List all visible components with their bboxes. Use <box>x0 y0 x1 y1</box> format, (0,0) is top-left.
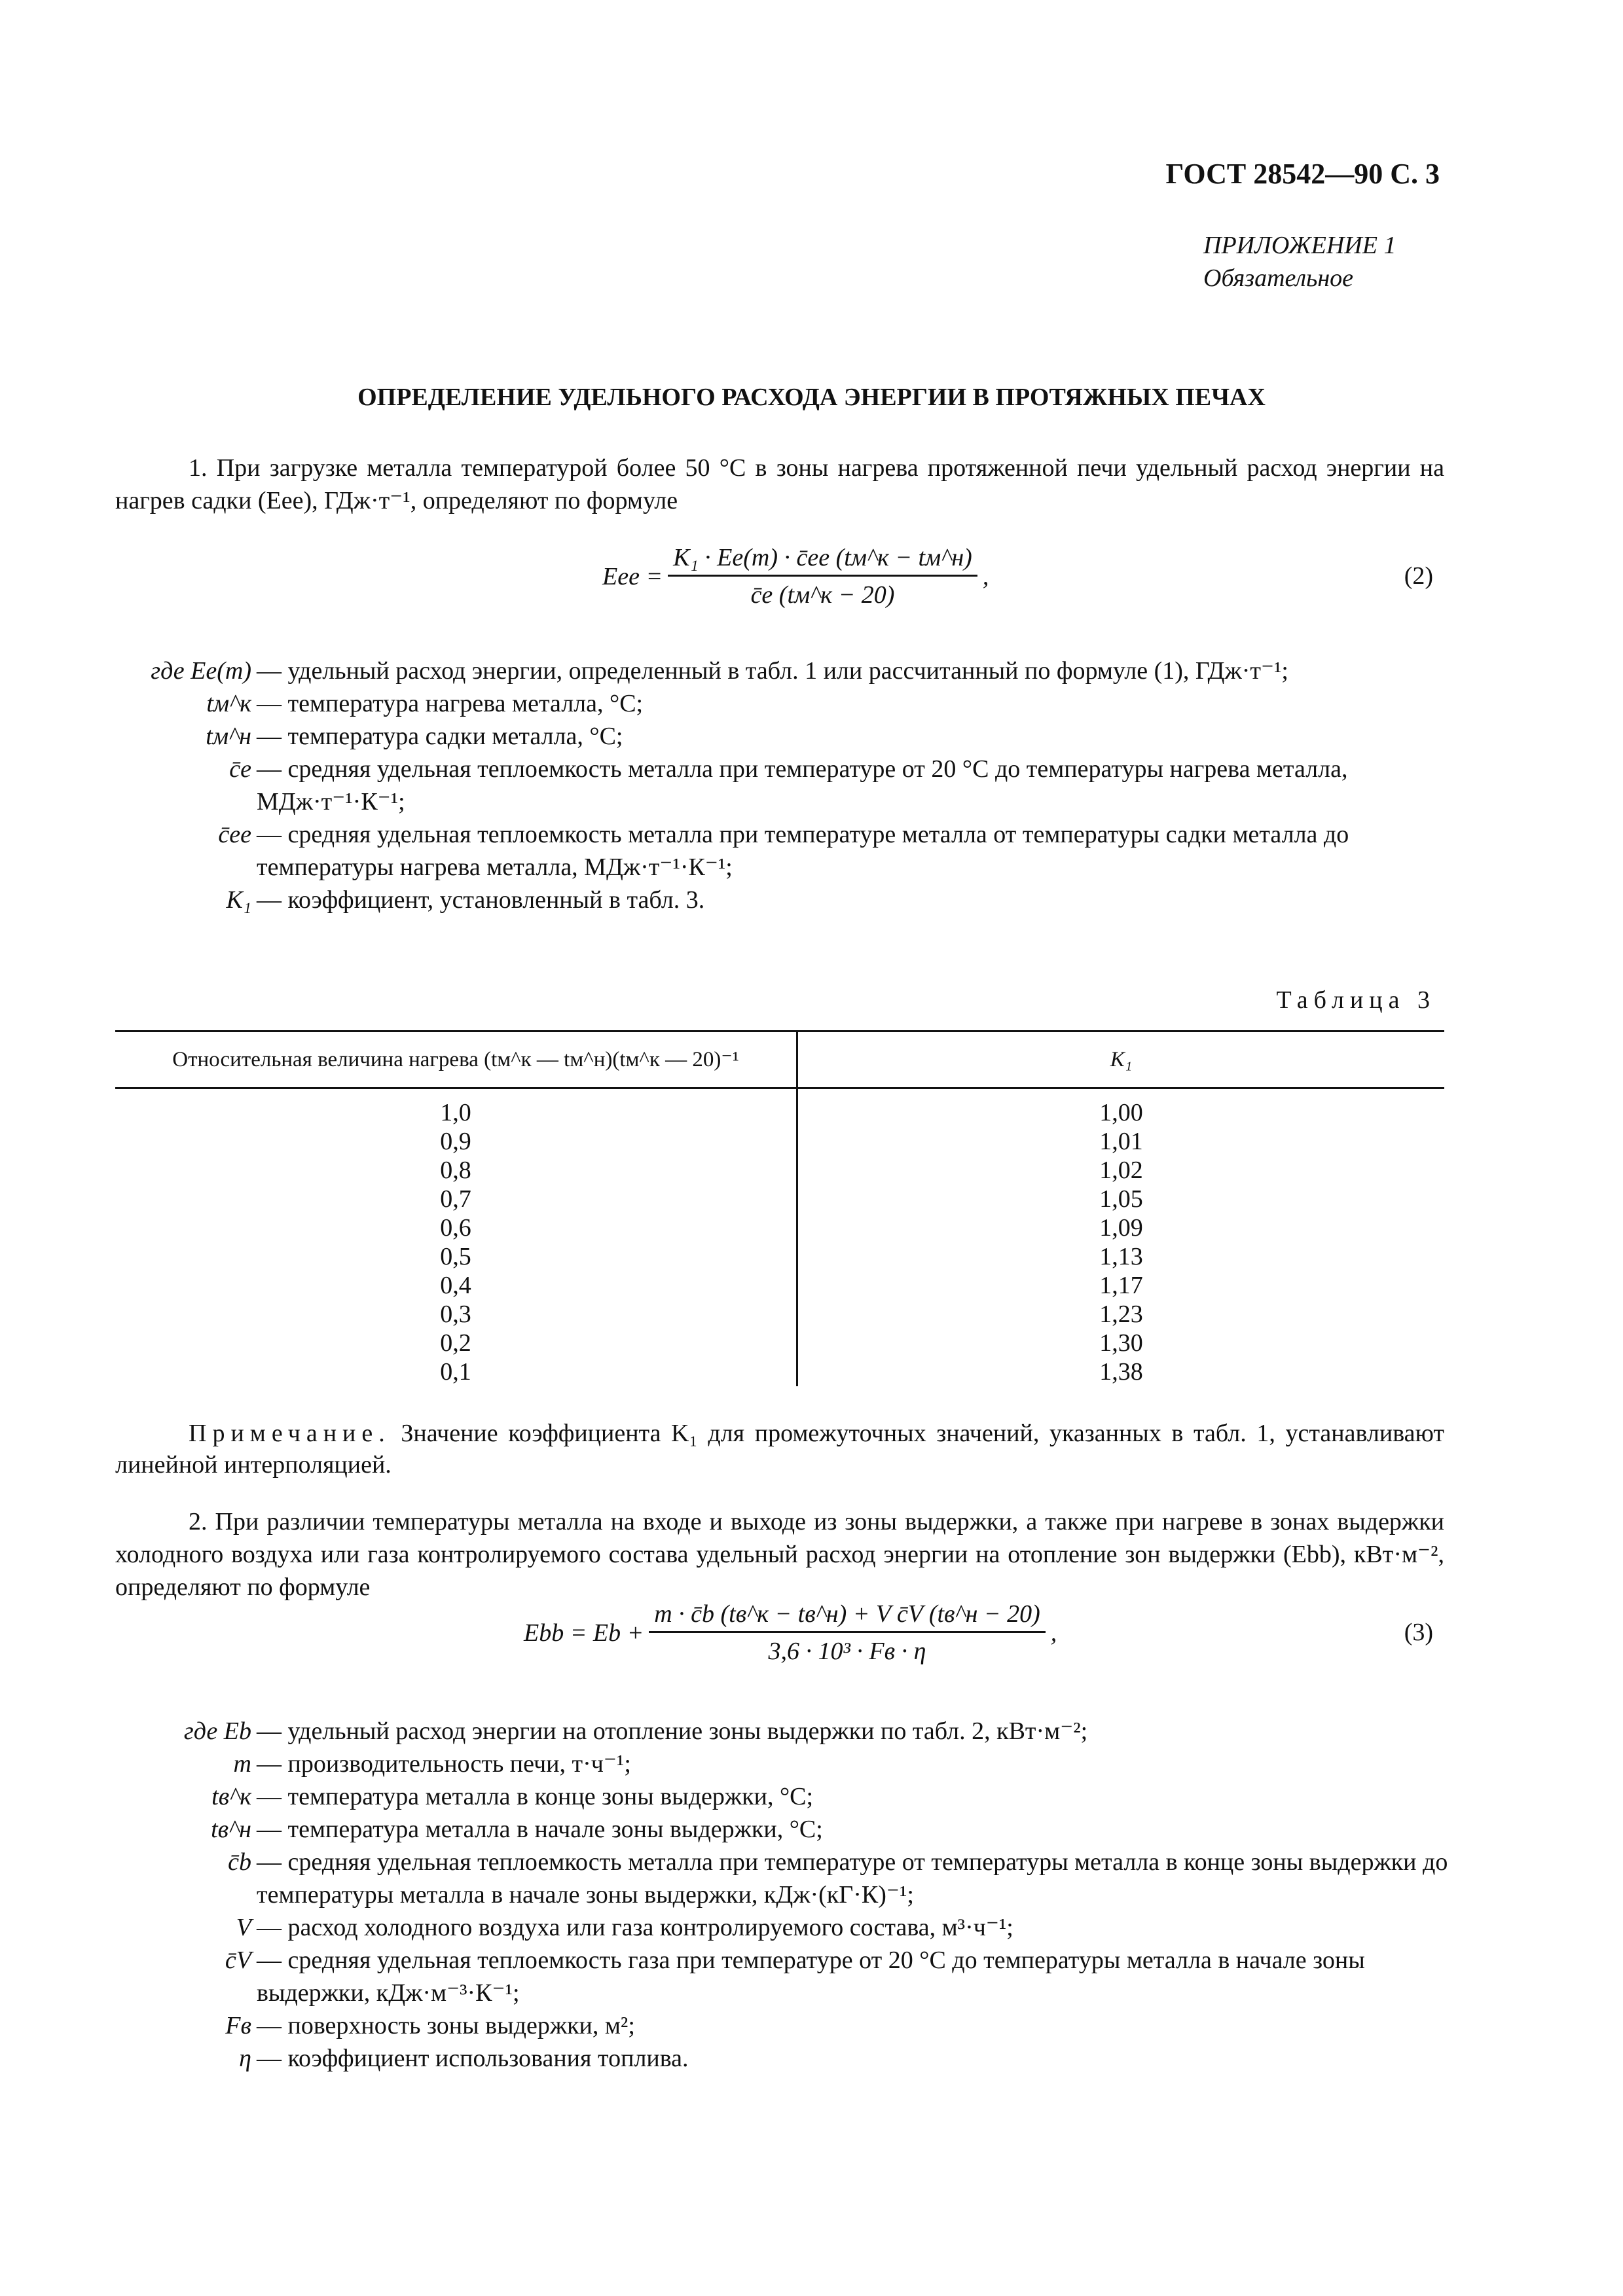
definition-text: — удельный расход энергии, определенный в табл. 1 или рассчитанный по формуле (1), ГДж·т⁻¹; <box>257 657 1288 685</box>
appendix-block <box>1203 229 1396 295</box>
formula-2-lhs: Eee = <box>602 562 663 590</box>
definition-symbol: tм^к <box>206 690 251 717</box>
table-cell: 0,6 <box>440 1214 471 1242</box>
definition-row <box>115 1748 1451 1780</box>
definition-row <box>115 720 1451 753</box>
table-cell: 0,2 <box>440 1329 471 1357</box>
paragraph-2: 2. При различии температуры металла на входе и выходе из зоны выдержки, а также при нагреве в зонах выдержки холодного воздуха или газа контролируемого состава удельный расход энергии на отопление зон выдержки (Ebb), кВт·м⁻², определяют по формуле <box>115 1508 1444 1601</box>
definitions-2 <box>115 1715 1451 2075</box>
table-header <box>115 1032 1444 1089</box>
table-cell: 1,17 <box>1099 1272 1143 1299</box>
table-cell: 0,7 <box>440 1185 471 1213</box>
table-cell: 0,8 <box>440 1157 471 1184</box>
table-cell: 1,05 <box>1099 1185 1143 1213</box>
definition-text: — температура металла в конце зоны выдержки, °С; <box>257 1783 814 1810</box>
definition-symbol: tв^н <box>211 1816 251 1843</box>
definition-row <box>115 687 1451 720</box>
table-column-k1 <box>798 1089 1444 1386</box>
table-cell: 1,00 <box>1099 1099 1143 1126</box>
formula-2: Eee = $\frac{\text{K₁ · Ee(m) · c̄ee (tм\textasciicircum{}к − tм\textasciicircum{}н)}}{c̄e (tм\^{}к - 20)}$ , <box>602 544 989 609</box>
table-cell: 1,38 <box>1099 1358 1143 1386</box>
appendix-status: Обязательное <box>1203 264 1354 292</box>
formula-3-number: (3) <box>1404 1619 1433 1646</box>
definition-row <box>115 753 1451 818</box>
definition-row <box>115 818 1451 884</box>
definition-row <box>115 1715 1451 1748</box>
page-title: ОПРЕДЕЛЕНИЕ УДЕЛЬНОГО РАСХОДА ЭНЕРГИИ В ПРОТЯЖНЫХ ПЕЧАХ <box>357 384 1266 411</box>
definition-symbol: c̄e <box>229 755 251 783</box>
appendix-label: ПРИЛОЖЕНИЕ 1 <box>1203 232 1396 259</box>
definition-symbol: где Ee(m) <box>151 657 251 685</box>
definition-row <box>115 884 1451 916</box>
table-column-ratio <box>115 1089 798 1386</box>
definition-text: — расход холодного воздуха или газа контролируемого состава, м³·ч⁻¹; <box>257 1914 1013 1941</box>
table-cell: 0,5 <box>440 1243 471 1270</box>
definition-text: — средняя удельная теплоемкость металла при температуре металла от температуры садки металла до температуры нагрева металла, МДж·т⁻¹·К⁻¹; <box>257 821 1349 881</box>
definition-row <box>115 1813 1451 1846</box>
table-header-cell: K₁ <box>1110 1047 1133 1071</box>
paragraph-1: 1. При загрузке металла температурой более 50 °С в зоны нагрева протяженной печи удельный расход энергии на нагрев садки (Eee), ГДж·т⁻¹, определяют по формуле <box>115 454 1444 514</box>
formula-3-denominator: 3,6 · 10³ · Fв · η <box>768 1638 926 1665</box>
table-cell: 0,1 <box>440 1358 471 1386</box>
definition-text: — коэффициент, установленный в табл. 3. <box>257 886 705 914</box>
formula-2-number: (2) <box>1404 562 1433 590</box>
formula-3-lhs: Ebb = Eb + <box>524 1619 644 1647</box>
table-note <box>115 1418 1444 1480</box>
table-cell: 1,01 <box>1099 1128 1143 1155</box>
definition-symbol: c̄V <box>225 1946 251 1974</box>
page-header: ГОСТ 28542—90 С. 3 <box>1165 158 1440 190</box>
definition-row <box>115 1780 1451 1813</box>
definition-symbol: V <box>236 1914 251 1941</box>
definition-text: — поверхность зоны выдержки, м²; <box>257 2012 635 2039</box>
formula-2-fraction <box>668 543 977 609</box>
table-cell: 0,3 <box>440 1300 471 1328</box>
definition-symbol: tв^к <box>211 1783 251 1810</box>
definition-symbol: η <box>239 2045 251 2072</box>
table-header-cell: Относительная величина нагрева (tм^к — tм^н)(tм^к — 20)⁻¹ <box>115 1032 798 1087</box>
definition-symbol: где Eb <box>183 1717 251 1745</box>
definition-row <box>115 2042 1451 2075</box>
definition-row <box>115 655 1451 687</box>
definition-row <box>115 1911 1451 1944</box>
definition-text: — удельный расход энергии на отопление зоны выдержки по табл. 2, кВт·м⁻²; <box>257 1717 1088 1745</box>
definition-row <box>115 2009 1451 2042</box>
definition-symbol: c̄b <box>228 1848 251 1876</box>
formula-3-fraction <box>649 1600 1046 1666</box>
definition-symbol: m <box>233 1750 251 1778</box>
coefficient-table <box>115 1030 1444 1386</box>
table-cell: 1,02 <box>1099 1157 1143 1184</box>
definition-symbol: c̄ee <box>218 821 251 848</box>
table-body <box>115 1089 1444 1386</box>
table-cell: 1,30 <box>1099 1329 1143 1357</box>
table-cell: 0,9 <box>440 1128 471 1155</box>
table-caption: Таблица 3 <box>1276 986 1436 1014</box>
definition-row <box>115 1846 1451 1911</box>
formula-2-denominator: c̄e (tм^к − 20) <box>750 581 895 609</box>
table-cell: 1,09 <box>1099 1214 1143 1242</box>
definition-text: — средняя удельная теплоемкость металла при температуре от температуры металла в конце зоны выдержки до температуры металла в начале зоны выдержки, кДж·(кГ·К)⁻¹; <box>257 1848 1448 1909</box>
note-text: Значение коэффициента K₁ для промежуточных значений, указанных в табл. 1, устанавливают линейной интерполяцией. <box>115 1420 1445 1479</box>
definition-text: — температура садки металла, °С; <box>257 723 623 750</box>
definition-text: — производительность печи, т·ч⁻¹; <box>257 1750 631 1778</box>
table-cell: 1,0 <box>440 1099 471 1126</box>
formula-3: Ebb = Eb + $\frac{\text{m · c̄b (tв\textasciicircum{}к − tв\textasciicircum{}н) + V c̄V (tв\textasciicircum{}н − 20)}}{\text{3,6 · 10³ · Fв · η}}$ , <box>524 1600 1057 1665</box>
table-cell: 1,23 <box>1099 1300 1143 1328</box>
definition-text: — коэффициент использования топлива. <box>257 2045 689 2072</box>
table-cell: 0,4 <box>440 1272 471 1299</box>
definition-text: — средняя удельная теплоемкость газа при температуре от 20 °С до температуры металла в начале зоны выдержки, кДж·м⁻³·К⁻¹; <box>257 1946 1365 2007</box>
definition-text: — средняя удельная теплоемкость металла при температуре от 20 °С до температуры нагрева металла, МДж·т⁻¹·К⁻¹; <box>257 755 1348 816</box>
definition-symbol: tм^н <box>206 723 251 750</box>
table-cell: 1,13 <box>1099 1243 1143 1270</box>
formula-2-numerator: K₁ · Ee(m) · c̄ee (tм^к − tм^н) <box>668 543 977 577</box>
definition-text: — температура металла в начале зоны выдержки, °С; <box>257 1816 823 1843</box>
formula-3-numerator: m · c̄b (tв^к − tв^н) + V c̄V (tв^н − 20) <box>649 1600 1046 1633</box>
definitions-1 <box>115 655 1451 916</box>
definition-symbol: Fв <box>225 2012 251 2039</box>
note-label: Примечание. <box>189 1420 391 1447</box>
definition-text: — температура нагрева металла, °С; <box>257 690 644 717</box>
definition-row <box>115 1944 1451 2009</box>
definition-symbol: K₁ <box>226 886 251 914</box>
